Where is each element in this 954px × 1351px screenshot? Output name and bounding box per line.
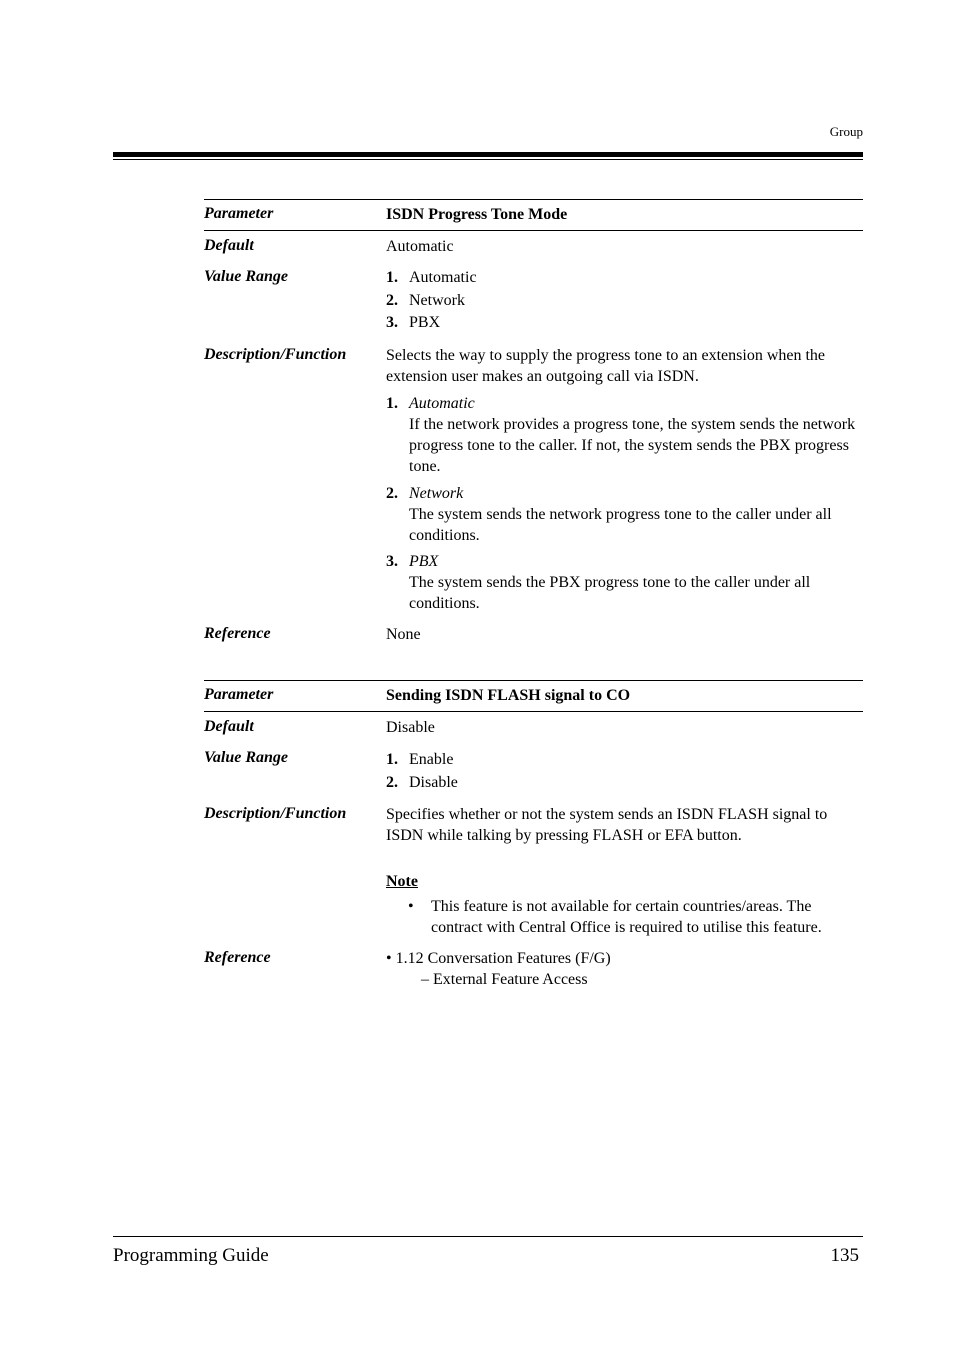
option-title: Automatic	[409, 395, 475, 412]
list-item	[386, 748, 863, 771]
footer-title: Programming Guide	[113, 1245, 269, 1266]
value-range-label: Value Range	[204, 749, 289, 766]
table-top-rule	[204, 680, 863, 681]
item-text: Network	[409, 291, 465, 309]
description-block	[386, 804, 863, 938]
item-number: 1.	[386, 395, 398, 412]
parameter-label: Parameter	[204, 205, 274, 222]
note-text: This feature is not available for certain countries/areas. The contract with Central Office is required to utilise this feature.	[431, 898, 822, 936]
parameter-name: ISDN Progress Tone Mode	[386, 206, 568, 223]
list-item	[386, 312, 863, 335]
default-label: Default	[204, 718, 254, 735]
option-title: Network	[409, 485, 464, 502]
option-text: If the network provides a progress tone, the system sends the network progress tone to the caller. If not, the system sends the PBX progress tone.	[409, 416, 856, 475]
option-text: The system sends the PBX progress tone to the caller under all conditions.	[409, 574, 811, 612]
bullet: •	[408, 898, 414, 915]
reference-value: None	[386, 626, 421, 643]
description-label: Description/Function	[204, 805, 347, 822]
header-rule	[113, 152, 863, 157]
table-header-rule	[204, 711, 863, 712]
default-value: Disable	[386, 719, 435, 736]
option-item	[386, 551, 863, 614]
item-number: 3.	[386, 314, 398, 331]
list-item	[386, 267, 863, 290]
item-text: PBX	[409, 314, 441, 331]
list-item	[386, 290, 863, 313]
item-text: Enable	[409, 751, 454, 768]
description-text: Specifies whether or not the system sends an ISDN FLASH signal to ISDN while talking by pressing FLASH or EFA button.	[386, 806, 828, 844]
item-text: Disable	[409, 774, 458, 791]
reference-value: • 1.12 Conversation Features (F/G)	[386, 950, 611, 967]
value-range-list	[386, 267, 863, 335]
item-number: 2.	[386, 774, 398, 791]
note-title: Note	[386, 873, 418, 890]
item-number: 3.	[386, 553, 398, 570]
page-number: 135	[830, 1245, 859, 1266]
value-range-label: Value Range	[204, 268, 289, 285]
option-text: The system sends the network progress tone to the caller under all conditions.	[409, 506, 832, 544]
item-number: 2.	[386, 485, 398, 502]
parameter-table-2	[204, 680, 863, 1000]
value-range-list	[386, 748, 863, 794]
item-number: 1.	[386, 269, 398, 286]
parameter-table-1	[204, 199, 863, 659]
description-block	[386, 345, 863, 614]
parameter-name: Sending ISDN FLASH signal to CO	[386, 687, 631, 704]
section-header-label: Group	[829, 124, 863, 139]
footer-rule	[113, 1236, 863, 1237]
item-text: Automatic	[409, 269, 477, 286]
default-label: Default	[204, 237, 254, 254]
table-top-rule	[204, 199, 863, 200]
note-item	[386, 896, 863, 938]
reference-sub: – External Feature Access	[421, 971, 588, 988]
default-value: Automatic	[386, 238, 454, 255]
item-number: 1.	[386, 751, 398, 768]
option-item	[386, 393, 863, 477]
reference-label: Reference	[204, 949, 271, 966]
list-item	[386, 771, 863, 794]
description-label: Description/Function	[204, 346, 347, 363]
reference-label: Reference	[204, 625, 271, 642]
header-rule-thin	[113, 159, 863, 160]
item-number: 2.	[386, 291, 398, 309]
parameter-label: Parameter	[204, 686, 274, 703]
reference-block	[386, 948, 863, 990]
option-title: PBX	[409, 553, 439, 570]
option-item	[386, 483, 863, 546]
description-text: Selects the way to supply the progress tone to an extension when the extension user makes an outgoing call via ISDN.	[386, 347, 826, 385]
table-header-rule	[204, 230, 863, 231]
